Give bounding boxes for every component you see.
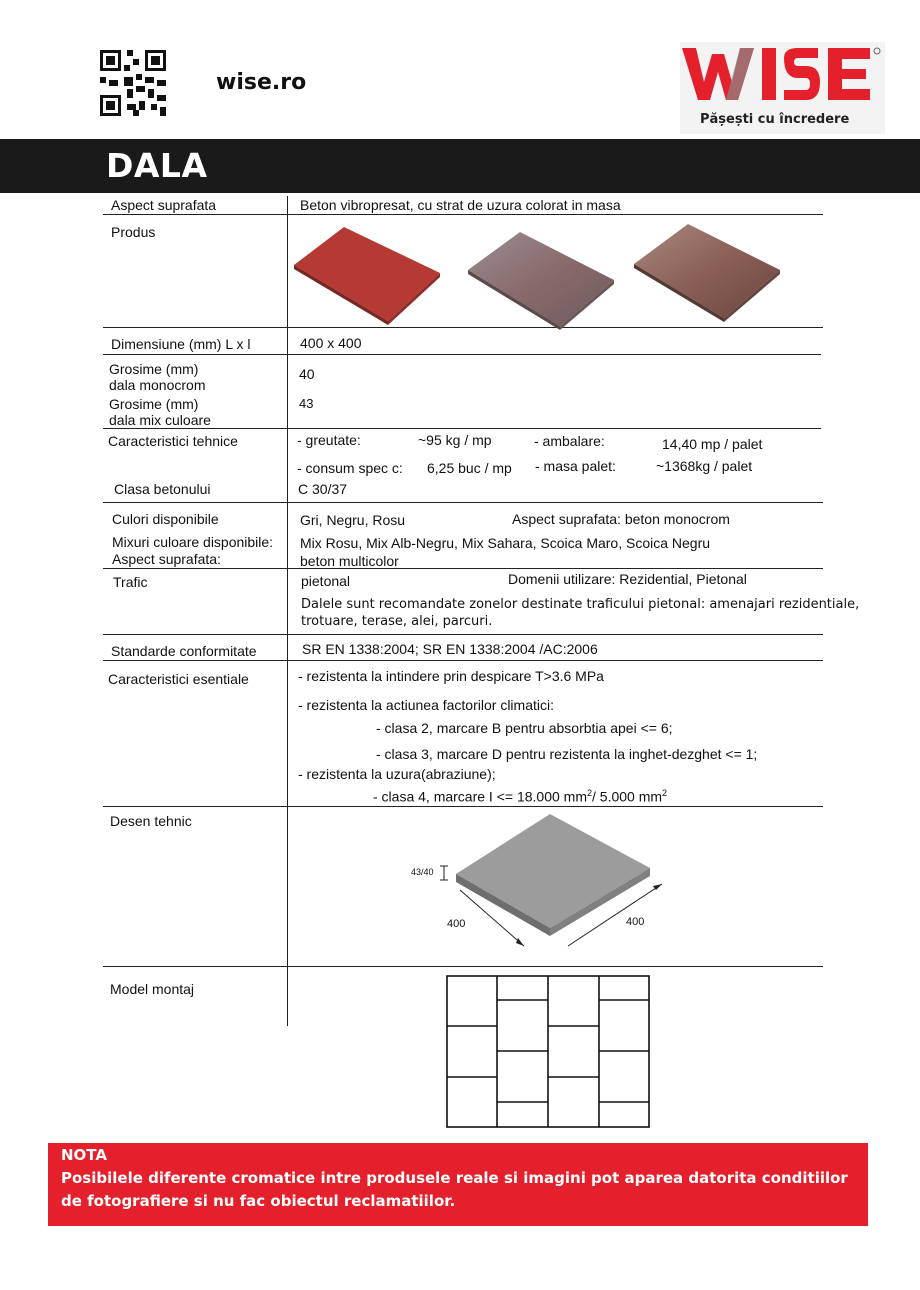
esentiale-label: Caracteristici esentiale bbox=[108, 671, 249, 687]
consum-label: - consum spec c: bbox=[297, 460, 403, 476]
grosime-2-sub: dala mix culoare bbox=[109, 412, 211, 428]
culori-value: Gri, Negru, Rosu bbox=[300, 512, 406, 528]
ambalare-value: 14,40 mp / palet bbox=[662, 436, 763, 452]
product-image-mix-grey bbox=[466, 230, 616, 330]
esentiale-line-5: - rezistenta la uzura(abraziune); bbox=[298, 766, 496, 782]
abrasion-value-2: / 5.000 mm bbox=[592, 788, 663, 805]
row-divider bbox=[103, 806, 823, 807]
row-divider bbox=[103, 660, 823, 661]
culori-label: Culori disponibile bbox=[112, 511, 219, 527]
domenii-utilizare: Domenii utilizare: Rezidential, Pietonal bbox=[508, 571, 747, 587]
produs-label: Produs bbox=[111, 224, 156, 240]
dim-label-left: 400 bbox=[447, 918, 466, 930]
esentiale-line-1: - rezistenta la intindere prin despicare T>3.6 MPa bbox=[298, 668, 604, 684]
consum-value: 6,25 buc / mp bbox=[427, 460, 512, 476]
mix-value: Mix Rosu, Mix Alb-Negru, Mix Sahara, Scoica Maro, Scoica Negru bbox=[300, 535, 711, 551]
clasa-label: Clasa betonului bbox=[114, 481, 211, 497]
standarde-label: Standarde conformitate bbox=[111, 643, 257, 659]
product-image-mix-brown bbox=[632, 222, 782, 322]
esentiale-line-4: - clasa 3, marcare D pentru rezistenta la inghet-dezghet <= 1; bbox=[376, 746, 758, 762]
mix-aspect-value: beton multicolor bbox=[300, 553, 399, 569]
note-body: Posibilele diferente cromatice intre produsele reale si imagini pot aparea datorita conditiilor de fotografiere si nu fac obiectul reclamatiilor. bbox=[61, 1169, 848, 1210]
superscript-1: 2 bbox=[586, 788, 592, 798]
row-divider bbox=[103, 634, 823, 635]
row-divider bbox=[103, 327, 823, 328]
grosime-1-sub: dala monocrom bbox=[109, 377, 206, 393]
aspect-value: Beton vibropresat, cu strat de uzura colorat in masa bbox=[300, 197, 621, 213]
technical-drawing bbox=[400, 810, 680, 960]
column-divider bbox=[287, 196, 288, 1026]
grosime-1-value: 40 bbox=[299, 366, 315, 382]
grosime-2-label: Grosime (mm) bbox=[109, 396, 199, 412]
esentiale-line-2: - rezistenta la actiunea factorilor climatici: bbox=[298, 697, 554, 713]
thickness-label: 43/40 bbox=[411, 867, 434, 877]
ambalare-label: - ambalare: bbox=[534, 433, 605, 449]
note-title: NOTA bbox=[61, 1146, 107, 1164]
greutate-value: ~95 kg / mp bbox=[418, 432, 492, 448]
dalele-text-2: trotuare, terase, alei, parcuri. bbox=[301, 614, 493, 629]
dim-label-right: 400 bbox=[626, 916, 645, 928]
desen-label: Desen tehnic bbox=[110, 813, 192, 829]
superscript-2: 2 bbox=[662, 788, 668, 798]
trafic-value: pietonal bbox=[301, 573, 351, 589]
aspect-label: Aspect suprafata bbox=[111, 197, 217, 213]
row-divider bbox=[103, 966, 823, 967]
row-divider bbox=[103, 354, 821, 355]
row-divider bbox=[103, 214, 823, 215]
page-title: DALA bbox=[106, 146, 208, 185]
mix-label: Mixuri culoare disponibile: bbox=[112, 534, 274, 550]
row-divider bbox=[103, 502, 823, 503]
clasa-value: C 30/37 bbox=[298, 481, 348, 497]
mix-aspect-label: Aspect suprafata: bbox=[112, 551, 221, 567]
laying-pattern bbox=[446, 975, 650, 1128]
model-label: Model montaj bbox=[110, 981, 195, 997]
greutate-label: - greutate: bbox=[297, 432, 361, 448]
dalele-text-1: Dalele sunt recomandate zonelor destinate traficului pietonal: amenajari rezidentiale, bbox=[301, 597, 860, 612]
row-divider bbox=[103, 568, 823, 569]
esentiale-line-6 bbox=[373, 785, 667, 806]
trafic-label: Trafic bbox=[113, 574, 148, 590]
grosime-1-label: Grosime (mm) bbox=[109, 361, 199, 377]
standarde-value: SR EN 1338:2004; SR EN 1338:2004 /AC:2006 bbox=[302, 641, 598, 657]
culori-aspect: Aspect suprafata: beton monocrom bbox=[512, 511, 730, 527]
product-image-red bbox=[292, 225, 442, 325]
grosime-2-value: 43 bbox=[299, 396, 314, 411]
site-url[interactable]: wise.ro bbox=[216, 70, 307, 95]
esentiale-line-3: - clasa 2, marcare B pentru absorbtia apei <= 6; bbox=[376, 720, 673, 736]
abrasion-value-1: - clasa 4, marcare I <= 18.000 mm bbox=[373, 788, 587, 805]
tech-label: Caracteristici tehnice bbox=[108, 433, 238, 449]
dim-label: Dimensiune (mm) L x l bbox=[111, 336, 251, 352]
masa-value: ~1368kg / palet bbox=[656, 458, 753, 474]
brand-tagline: Pășești cu încredere bbox=[700, 112, 850, 127]
masa-label: - masa palet: bbox=[535, 458, 616, 474]
qr-code-icon bbox=[97, 47, 169, 119]
dim-value: 400 x 400 bbox=[300, 335, 362, 351]
